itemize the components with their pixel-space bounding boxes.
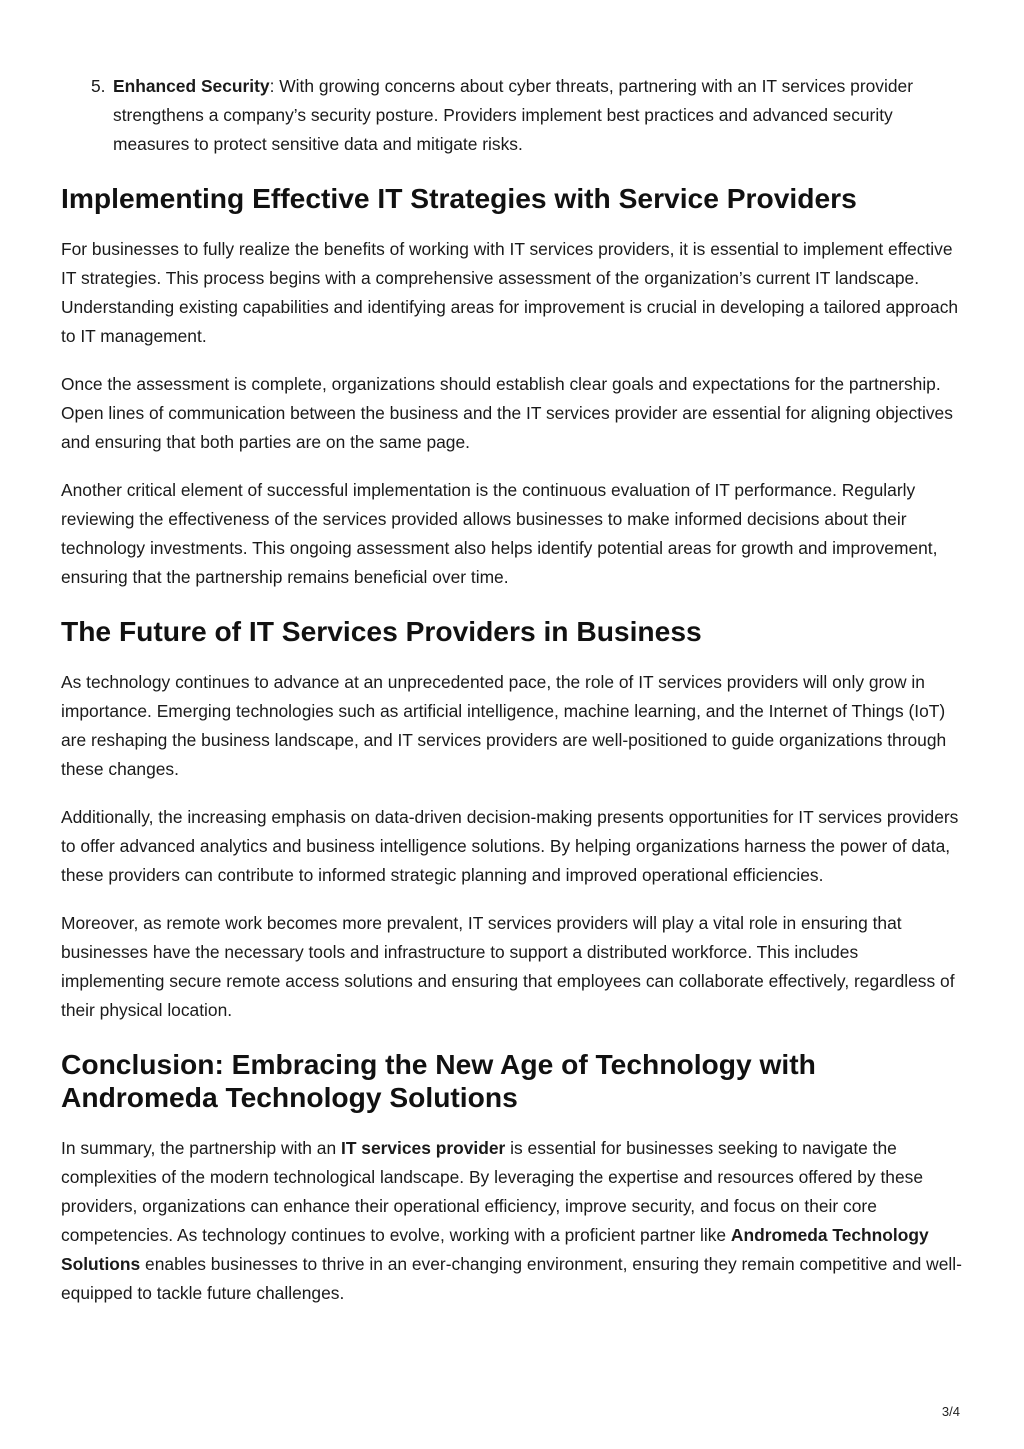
paragraph: Moreover, as remote work becomes more prevalent, IT services providers will play a vital role in ensuring that businesses have the necessary tools and infrastructure to support a distributed workforce. This includes implementing secure remote access solutions and ensuring that employees can collaborate effectively, regardless of their physical location. xyxy=(61,913,955,1020)
text-run: enables businesses to thrive in an ever-changing environment, ensuring they remain competitive and well-equipped to tackle future challenges. xyxy=(61,1254,962,1303)
text-run: In summary, the partnership with an xyxy=(61,1138,341,1158)
list-item-text: : With growing concerns about cyber threats, partnering with an IT services provider strengthens a company’s security posture. Providers implement best practices and advanced security measures to protect sensitive data and mitigate risks. xyxy=(113,76,914,154)
document-page xyxy=(61,72,963,1308)
heading-future: The Future of IT Services Providers in Business xyxy=(61,615,702,647)
list-marker: 5. xyxy=(91,76,106,96)
page-number: 3/4 xyxy=(941,1404,960,1419)
conclusion-paragraph xyxy=(61,1134,963,1308)
paragraph: Additionally, the increasing emphasis on data-driven decision-making presents opportunities for IT services providers to offer advanced analytics and business intelligence solutions. By helping organizations harness the power of data, these providers can contribute to informed strategic planning and improved operational efficiencies. xyxy=(61,807,959,885)
bold-text-run: Andromeda Technology Solutions xyxy=(61,1225,929,1274)
heading-conclusion: Conclusion: Embracing the New Age of Technology with Andromeda Technology Solutions xyxy=(61,1048,816,1113)
benefits-list xyxy=(61,72,963,159)
bold-text-run: IT services provider xyxy=(340,1138,506,1158)
text-run: is essential for businesses seeking to navigate the complexities of the modern technological landscape. By leveraging the expertise and resources offered by these providers, organizations can enhance their operational efficiency, improve security, and focus on their core competencies. As technology continues to evolve, working with a proficient partner like xyxy=(61,1138,923,1245)
paragraph: Once the assessment is complete, organizations should establish clear goals and expectations for the partnership. Open lines of communication between the business and the IT services provider are essential for aligning objectives and ensuring that both parties are on the same page. xyxy=(61,374,953,452)
paragraph: Another critical element of successful implementation is the continuous evaluation of IT performance. Regularly reviewing the effectiveness of the services provided allows businesses to make informed decisions about their technology investments. This ongoing assessment also helps identify potential areas for growth and improvement, ensuring that the partnership remains beneficial over time. xyxy=(61,480,938,587)
paragraph: As technology continues to advance at an unprecedented pace, the role of IT services providers will only grow in importance. Emerging technologies such as artificial intelligence, machine learning, and the Internet of Things (IoT) are reshaping the business landscape, and IT services providers are well-positioned to guide organizations through these changes. xyxy=(61,672,947,779)
paragraph: For businesses to fully realize the benefits of working with IT services providers, it is essential to implement effective IT strategies. This process begins with a comprehensive assessment of the organization’s current IT landscape. Understanding existing capabilities and identifying areas for improvement is crucial in developing a tailored approach to IT management. xyxy=(61,239,959,346)
list-item-title: Enhanced Security xyxy=(113,76,270,96)
list-item-enhanced-security xyxy=(91,72,963,159)
heading-strategies: Implementing Effective IT Strategies with Service Providers xyxy=(61,182,857,214)
